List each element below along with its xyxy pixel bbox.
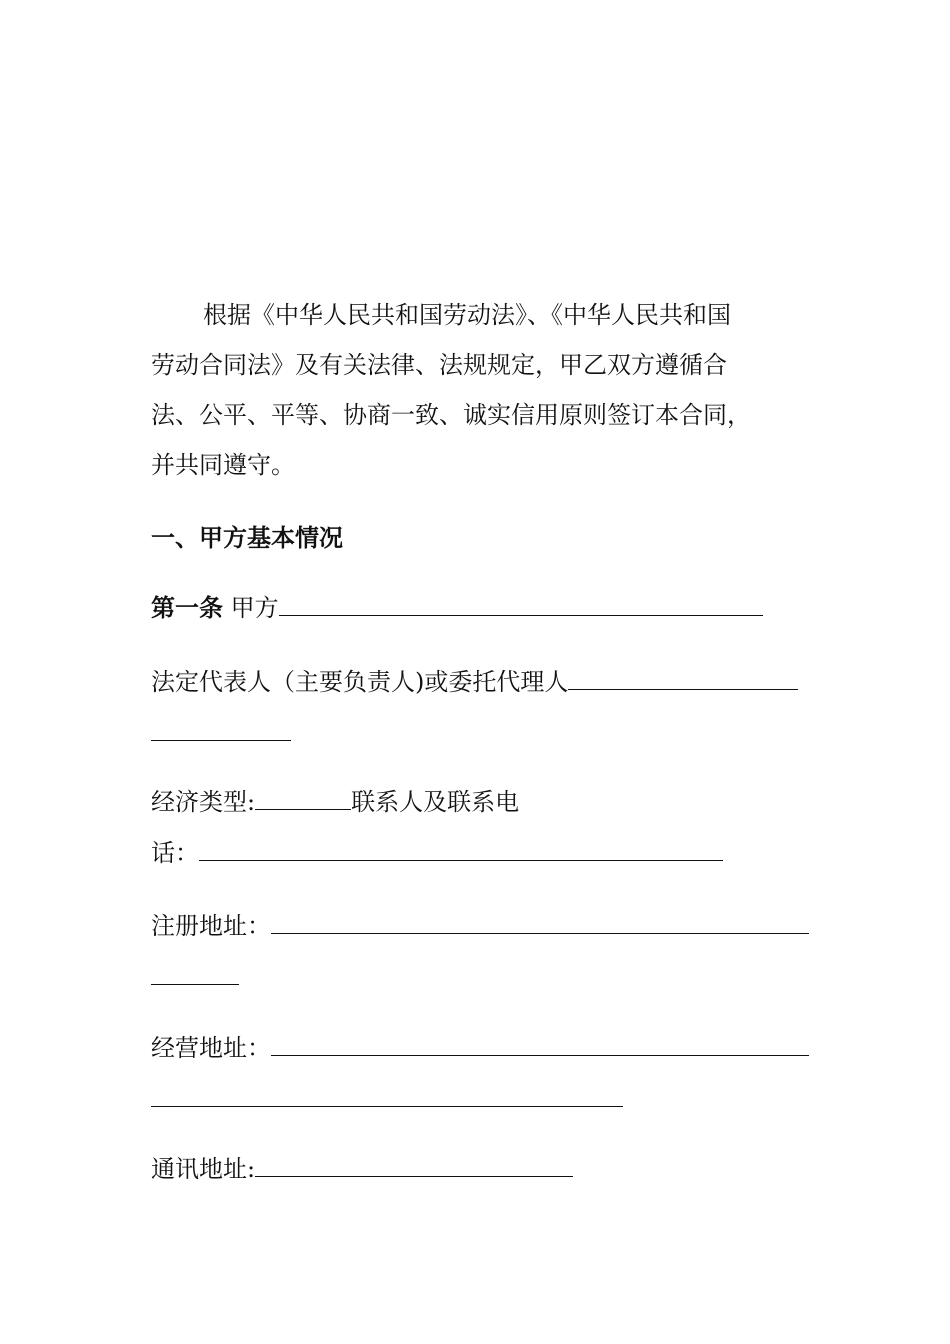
section-heading: 一、甲方基本情况 xyxy=(151,523,343,552)
econ-type-field[interactable] xyxy=(255,787,351,810)
intro-line-1: 根据《中华人民共和国劳动法》、《中华人民共和国 xyxy=(203,301,731,329)
econ-type-line xyxy=(151,787,519,817)
phone-line xyxy=(151,838,723,868)
article-label: 第一条 xyxy=(151,593,223,622)
biz-addr-label: 经营地址： xyxy=(151,1034,271,1062)
party-a-field[interactable] xyxy=(279,593,763,616)
phone-label: 话： xyxy=(151,839,199,867)
mail-addr-field[interactable] xyxy=(255,1154,573,1177)
biz-addr-continuation xyxy=(151,1084,623,1114)
contact-label: 联系人及联系电 xyxy=(351,788,520,816)
intro-line-4: 并共同遵守。 xyxy=(151,451,295,479)
legal-rep-label: 法定代表人（主要负责人)或委托代理人 xyxy=(151,668,569,696)
biz-addr-field-continued[interactable] xyxy=(151,1084,623,1107)
intro-line-2: 劳动合同法》及有关法律、法规规定，甲乙双方遵循合 xyxy=(151,351,727,379)
party-a-label: 甲方 xyxy=(230,594,279,622)
reg-addr-line xyxy=(151,911,809,941)
reg-addr-continuation xyxy=(151,962,239,992)
biz-addr-line xyxy=(151,1033,809,1063)
econ-type-label: 经济类型: xyxy=(151,788,256,816)
legal-rep-line xyxy=(151,667,798,697)
reg-addr-label: 注册地址： xyxy=(151,912,271,940)
legal-rep-field-continued[interactable] xyxy=(151,718,291,741)
article-1-line xyxy=(151,593,763,623)
legal-rep-continuation xyxy=(151,718,291,748)
reg-addr-field[interactable] xyxy=(271,911,809,934)
mail-addr-line xyxy=(151,1154,573,1184)
reg-addr-field-continued[interactable] xyxy=(151,962,239,985)
legal-rep-field[interactable] xyxy=(568,667,798,690)
mail-addr-label: 通讯地址: xyxy=(151,1155,256,1183)
biz-addr-field[interactable] xyxy=(271,1033,809,1056)
intro-line-3: 法、公平、平等、协商一致、诚实信用原则签订本合同， xyxy=(151,401,751,429)
phone-field[interactable] xyxy=(199,838,723,861)
